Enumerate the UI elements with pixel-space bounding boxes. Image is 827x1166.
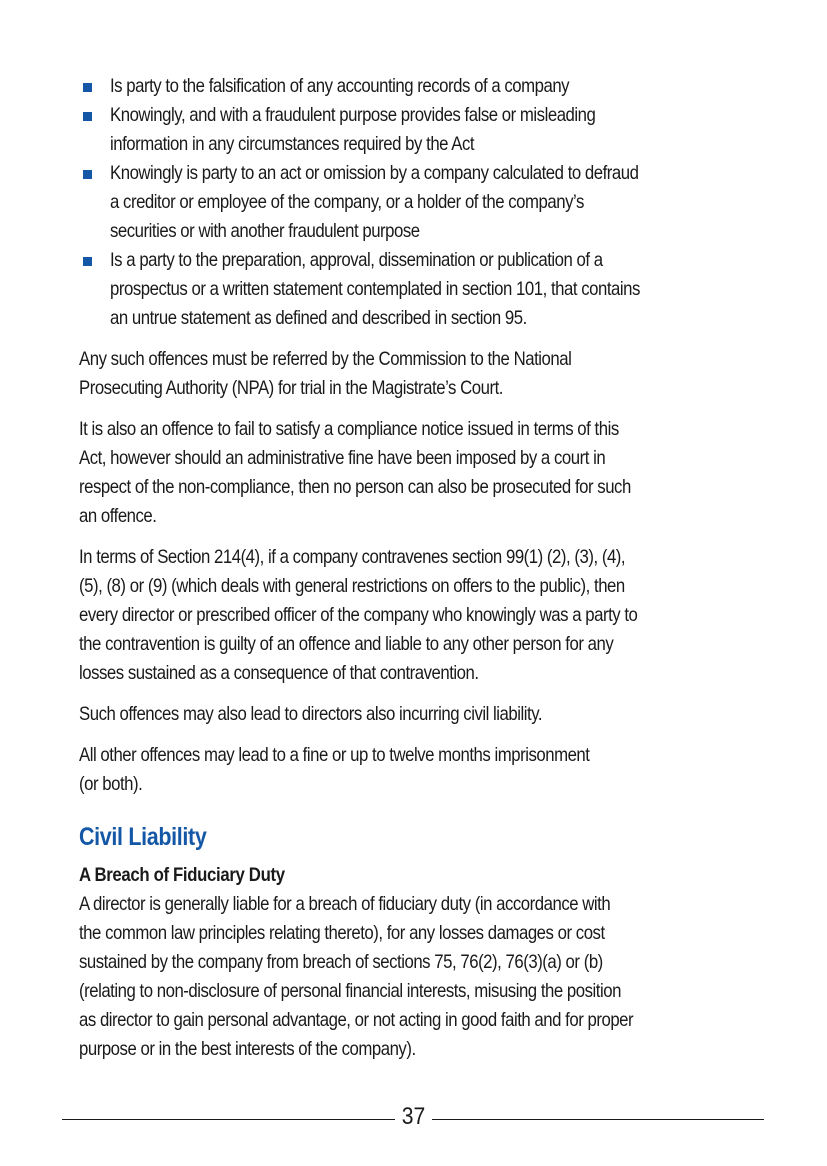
footer-rule-left xyxy=(62,1119,395,1120)
paragraph-fiduciary-duty xyxy=(79,890,767,1064)
bullet-item xyxy=(79,72,769,101)
text-line: purpose or in the best interests of the company). xyxy=(79,1038,416,1060)
section-heading: Civil Liability xyxy=(79,823,207,851)
text-line: (5), (8) or (9) (which deals with general restrictions on offers to the public), then xyxy=(79,575,625,597)
paragraph-npa-referral xyxy=(79,345,767,403)
text-line: securities or with another fraudulent purpose xyxy=(110,220,420,242)
text-line: (relating to non-disclosure of personal financial interests, misusing the position xyxy=(79,980,621,1002)
text-line: It is also an offence to fail to satisfy a compliance notice issued in terms of this xyxy=(79,418,619,440)
text-line: Knowingly is party to an act or omission by a company calculated to defraud xyxy=(110,162,639,184)
footer-rule-right xyxy=(432,1119,764,1120)
offence-bullet-list xyxy=(79,72,769,333)
square-bullet-icon xyxy=(83,170,92,179)
text-line: Is a party to the preparation, approval, dissemination or publication of a xyxy=(110,249,603,271)
text-line: Prosecuting Authority (NPA) for trial in the Magistrate’s Court. xyxy=(79,377,503,399)
text-line: Knowingly, and with a fraudulent purpose provides false or misleading xyxy=(110,104,596,126)
text-line: information in any circumstances required by the Act xyxy=(110,133,475,155)
text-line: Act, however should an administrative fine have been imposed by a court in xyxy=(79,447,606,469)
page-number: 37 xyxy=(401,1103,426,1130)
paragraph-section-214 xyxy=(79,543,767,688)
text-line: A director is generally liable for a breach of fiduciary duty (in accordance with xyxy=(79,893,611,915)
paragraph-other-offences xyxy=(79,741,767,799)
page-content xyxy=(79,72,769,1064)
text-line: losses sustained as a consequence of that contravention. xyxy=(79,662,479,684)
paragraph-civil-liability-note xyxy=(79,700,767,729)
text-line: an offence. xyxy=(79,505,157,527)
text-line: every director or prescribed officer of the company who knowingly was a party to xyxy=(79,604,638,626)
sub-heading: A Breach of Fiduciary Duty xyxy=(79,864,285,886)
text-line: the common law principles relating thereto), for any losses damages or cost xyxy=(79,922,605,944)
text-line: an untrue statement as defined and described in section 95. xyxy=(110,307,527,329)
text-line: a creditor or employee of the company, or a holder of the company’s xyxy=(110,191,584,213)
text-line: All other offences may lead to a fine or up to twelve months imprisonment xyxy=(79,744,590,766)
text-line: In terms of Section 214(4), if a company contravenes section 99(1) (2), (3), (4), xyxy=(79,546,626,568)
square-bullet-icon xyxy=(83,112,92,121)
paragraph-compliance-notice xyxy=(79,415,767,531)
bullet-item xyxy=(79,159,769,246)
text-line: respect of the non-compliance, then no person can also be prosecuted for such xyxy=(79,476,631,498)
text-line: Is party to the falsification of any accounting records of a company xyxy=(110,75,570,97)
text-line: Any such offences must be referred by the Commission to the National xyxy=(79,348,572,370)
text-line: prospectus or a written statement contemplated in section 101, that contains xyxy=(110,278,640,300)
square-bullet-icon xyxy=(83,257,92,266)
text-line: the contravention is guilty of an offence and liable to any other person for any xyxy=(79,633,614,655)
text-line: sustained by the company from breach of sections 75, 76(2), 76(3)(a) or (b) xyxy=(79,951,603,973)
text-line: as director to gain personal advantage, or not acting in good faith and for proper xyxy=(79,1009,634,1031)
bullet-item xyxy=(79,246,769,333)
text-line: Such offences may also lead to directors also incurring civil liability. xyxy=(79,703,543,725)
bullet-item xyxy=(79,101,769,159)
square-bullet-icon xyxy=(83,83,92,92)
text-line: (or both). xyxy=(79,773,143,795)
page-footer xyxy=(62,1100,764,1136)
